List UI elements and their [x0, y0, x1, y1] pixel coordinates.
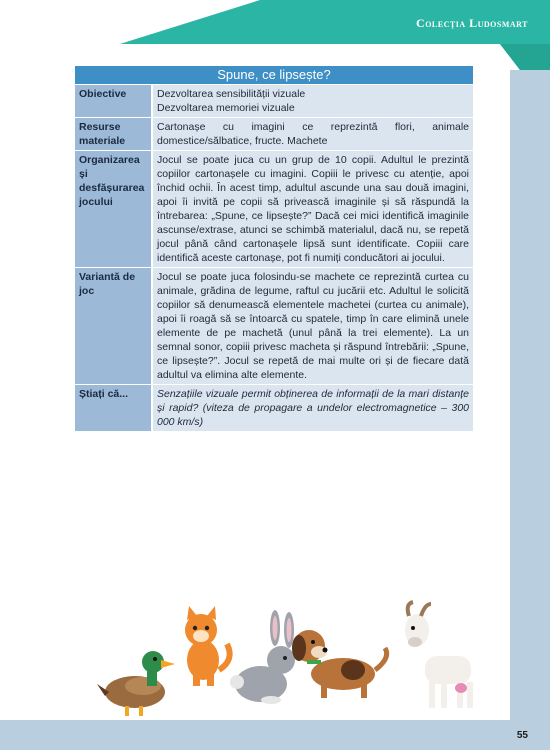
variant-text: Jocul se poate juca folosindu-se machete ce reprezintă curtea cu animale, grădina de legume, raftul cu jucării etc. Adultul le solicită copiilor să denumească elementele machetei (curtea cu animale), apoi îi roagă să se întoarcă cu spatele, timp în care elimină unele elemente de pe machetă (unul până la trei elemente). La un semnal sonor, copiii privesc macheta și răspund întrebării: „Spune, ce lipsește?”. Jocul se repetă de mai multe ori și de fiecare dată adultul va elimina alte elemente.	[157, 271, 469, 381]
cat-icon	[185, 606, 230, 686]
row-label: Resurse materiale	[75, 118, 151, 150]
objective-line: Dezvoltarea sensibilității vizuale	[157, 88, 306, 100]
did-you-know-text: Senzațiile vizuale permit obținerea de informații de la mari distanțe și rapid? (viteza de propagare a undelor electromagnetice – 300 000 km/s)	[157, 388, 469, 428]
objective-line: Dezvoltarea memoriei vizuale	[157, 102, 295, 114]
dog-icon	[292, 630, 387, 698]
row-content	[153, 151, 473, 267]
row-content	[153, 118, 473, 150]
row-organization	[75, 150, 473, 267]
row-content	[153, 85, 473, 117]
side-strip	[510, 70, 550, 750]
row-content	[153, 385, 473, 431]
row-did-you-know	[75, 384, 473, 431]
rabbit-icon	[230, 610, 295, 704]
row-label: Obiective	[75, 85, 151, 117]
animals-illustration	[95, 600, 485, 720]
row-label: Organizarea și desfășurarea jocului	[75, 151, 151, 267]
row-label: Știați că...	[75, 385, 151, 431]
row-objective	[75, 84, 473, 117]
footer-band	[0, 720, 550, 750]
row-label: Variantă de joc	[75, 268, 151, 384]
row-content	[153, 268, 473, 384]
row-variant	[75, 267, 473, 384]
game-card	[75, 66, 473, 431]
page-number: 55	[516, 730, 528, 741]
goat-icon	[405, 602, 473, 708]
row-resources	[75, 117, 473, 150]
duck-icon	[97, 651, 175, 716]
game-title: Spune, ce lipsește?	[75, 66, 473, 84]
resources-text: Cartonașe cu imagini ce reprezintă flori, animale domestice/sălbatice, fructe. Machete	[157, 121, 469, 147]
organization-text: Jocul se poate juca cu un grup de 10 copii. Adultul le prezintă copiilor cartonașele cu imagini. Copiii le privesc cu atenție, apoi închid ochii. În acest timp, adultul ascunde una sau două imagini, apoi îi invită pe copii să privească imaginile și să răspundă la întrebarea: „Spune, ce lipsește?” Dacă cei mici identifică imaginile ascunse/extrase, atunci se schimbă materialul, dacă nu, se repetă jocul până când cartonașele lipsă sunt identificate. Copiii care identifică aceste cartonașe, pot fi numiți conducători ai jocului.	[157, 154, 469, 264]
collection-title: Colecția Ludosmart	[416, 16, 528, 30]
